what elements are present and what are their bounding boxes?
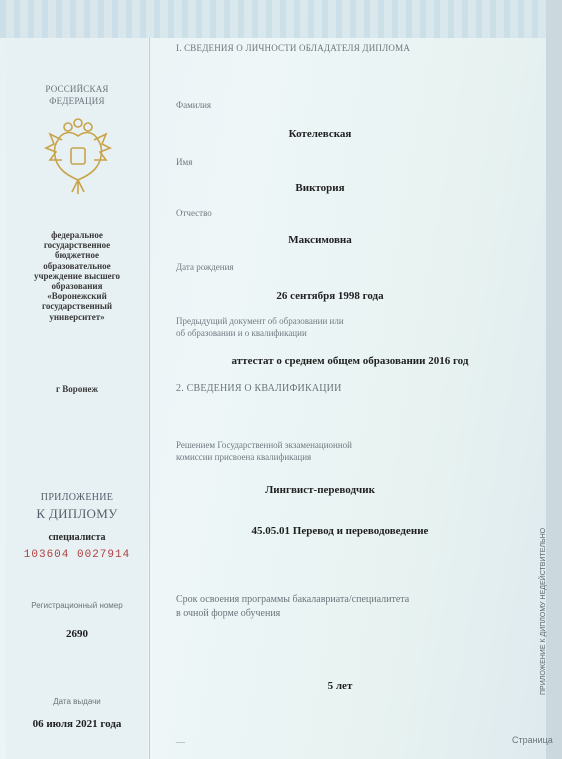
- country-line-1: РОССИЙСКАЯ: [45, 84, 109, 94]
- serial-number: 103604 0027914: [23, 549, 131, 561]
- double-headed-eagle-icon: [40, 118, 116, 198]
- vertical-validity-note: ПРИЛОЖЕНИЕ К ДИПЛОМУ НЕДЕЙСТВИТЕЛЬНО: [540, 527, 547, 695]
- dob-label: Дата рождения: [176, 262, 234, 272]
- appendix-title-2: К ДИПЛОМУ: [36, 506, 118, 521]
- specialty-value: 45.05.01 Перевод и переводоведение: [251, 525, 429, 537]
- issue-date: 06 июля 2021 года: [32, 718, 122, 730]
- name-value: Виктория: [295, 182, 345, 194]
- appendix-title-1: ПРИЛОЖЕНИЕ: [40, 492, 114, 503]
- dash-mark: —: [176, 737, 185, 747]
- panel-divider: [149, 38, 150, 759]
- study-term-label-1: Срок освоения программы бакалавриата/специалитета: [176, 594, 410, 605]
- city: г Воронеж: [55, 384, 99, 394]
- qualification-value: Лингвист-переводчик: [265, 484, 375, 496]
- country-line-2: ФЕДЕРАЦИЯ: [49, 96, 105, 106]
- decision-label-1: Решением Государственной экзаменационной: [176, 440, 352, 450]
- section-2-heading: 2. СВЕДЕНИЯ О КВАЛИФИКАЦИИ: [176, 383, 342, 394]
- patronymic-value: Максимовна: [288, 234, 352, 246]
- surname-value: Котелевская: [288, 128, 352, 140]
- institution-name: федеральное государственное бюджетное образовательное учреждение высшего образования «Воронежский государственный университет»: [33, 230, 121, 322]
- decorative-top-band: [0, 0, 562, 38]
- issue-date-label: Дата выдачи: [53, 697, 101, 706]
- patronymic-label: Отчество: [176, 208, 212, 218]
- prev-doc-label-2: об образовании и о квалификации: [176, 328, 307, 338]
- degree-level: специалиста: [48, 532, 106, 543]
- study-term-value: 5 лет: [327, 680, 353, 692]
- surname-label: Фамилия: [176, 100, 212, 110]
- study-term-label-2: в очной форме обучения: [176, 608, 281, 619]
- reg-number-label: Регистрационный номер: [31, 601, 123, 610]
- decision-label-2: комиссии присвоена квалификация: [176, 452, 312, 462]
- prev-doc-value: аттестат о среднем общем образовании 2016 год: [231, 355, 469, 367]
- reg-number: 2690: [66, 628, 88, 640]
- dob-value: 26 сентября 1998 года: [276, 290, 384, 302]
- page-label: Страница: [512, 735, 553, 745]
- section-1-heading: I. СВЕДЕНИЯ О ЛИЧНОСТИ ОБЛАДАТЕЛЯ ДИПЛОМА: [176, 43, 411, 53]
- prev-doc-label-1: Предыдущий документ об образовании или: [176, 316, 344, 326]
- name-label: Имя: [176, 157, 193, 167]
